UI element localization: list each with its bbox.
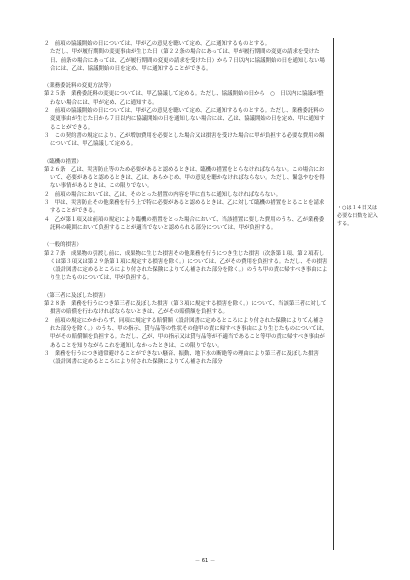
- article-paragraph: 第２７条 成果物の引渡し前に、成果物に生じた損害その他業務を行うにつき生じた損害（次条第１項、第２項若しくは第３項又は第２９条第１項に規定する損害を除く。）については、乙がその費用を負担する。ただし、その損害（設計図書に定めるところにより付された保険によりてん補された部分を除く。）のうち甲の責に帰すべき事由により生じたものについては、甲が負担する。: [44, 250, 328, 282]
- main-text-column: [44, 40, 328, 366]
- clause-paragraph: ３ 業務を行うにつき通常避けることができない騒音、振動、地下水の断絶等の理由により第三者に及ぼした損害（設計図書に定めるところにより付された保険によりてん補された部分: [44, 350, 319, 366]
- section-heading: （業務委託料の変更方法等）: [44, 83, 115, 90]
- clause-paragraph: ２ 前項の規定にかかわらず、同項に規定する賠償額（設計図書に定めるところにより付された保険によりてん補された部分を除く。）のうち、甲の指示、貸与品等の性状その他甲の責に帰すべき事由により生じたものについては、甲がその賠償額を負担する。ただし、乙が、甲の指示又は貸与品等が不適当であること等甲の責に帰すべき事由があることを知りながらこれを通知しなかったときは、この限りでない。: [44, 317, 328, 349]
- clause-paragraph: ３ この契約書の規定により、乙が増加費用を必要とした場合又は損害を受けた場合に甲が負担する必要な費用の額については、甲乙協議して定める。: [44, 132, 325, 148]
- margin-divider: [333, 38, 334, 550]
- section-heading: （臨機の措置）: [44, 158, 82, 165]
- article-paragraph: 第２６条 乙は、災害防止等のため必要があると認めるときは、臨機の措置をとらなければならない。この場合において、必要があると認めるときは、乙は、あらかじめ、甲の意見を聴かなければならない。ただし、緊急やむを得ない事情があるときは、この限りでない。: [44, 166, 325, 190]
- section-heading: （一般的損害）: [44, 242, 82, 249]
- article-paragraph: 第２５条 業務委託料の変更については、甲乙協議して定める。ただし、協議開始の日から ○ 日以内に協議が整わない場合には、甲が定め、乙に通知する。: [44, 91, 324, 106]
- clause-paragraph: ただし、甲が履行期間の変更事由が生じた日（第２２条の場合にあっては、甲が履行期間の変更の請求を受けた日、前条の場合にあっては、乙が履行期間の変更の請求を受けた日）から７日以内に協議開始の日を通知しない場合には、乙は、協議開始の日を定め、甲に通知することができる。: [50, 49, 325, 72]
- clause-paragraph: ３ 甲は、災害防止その他業務を行う上で特に必要があると認めるときは、乙に対して臨機の措置をとることを請求することができる。: [44, 200, 325, 215]
- article-paragraph: 第２８条 業務を行うにつき第三者に及ぼした損害（第３項に規定する損害を除く。）について、当該第三者に対して損害の賠償を行わなければならないときは、乙がその賠償額を負担する。: [44, 301, 327, 316]
- clause-paragraph: ２ 前項の協議開始の日については、甲が乙の意見を聴いて定め、乙に通知するものとする。: [44, 41, 271, 47]
- clause-paragraph: ４ 乙が第１項又は前項の規定により臨機の措置をとった場合において、当該措置に要した費用のうち、乙が業務委託料の範囲において負担することが適当でないと認められる部分については、甲が負担する。: [44, 216, 325, 231]
- clause-paragraph: ２ 前項の場合においては、乙は、そのとった措置の内容を甲に直ちに通知しなければならない。: [44, 191, 282, 198]
- clause-paragraph: ２ 前項の協議開始の日については、甲が乙の意見を聴いて定め、乙に通知するものとする。ただし、業務委託料の変更事由が生じた日から７日以内に協議開始の日を通知しない場合には、乙は、協議開始の日を定め、甲に通知することができる。: [44, 108, 325, 131]
- section-heading: （第三者に及ぼした損害）: [44, 292, 109, 299]
- side-note: ・○は１４日又は必要な日数を記入する。: [337, 205, 378, 228]
- page-number: － 61 －: [194, 558, 216, 564]
